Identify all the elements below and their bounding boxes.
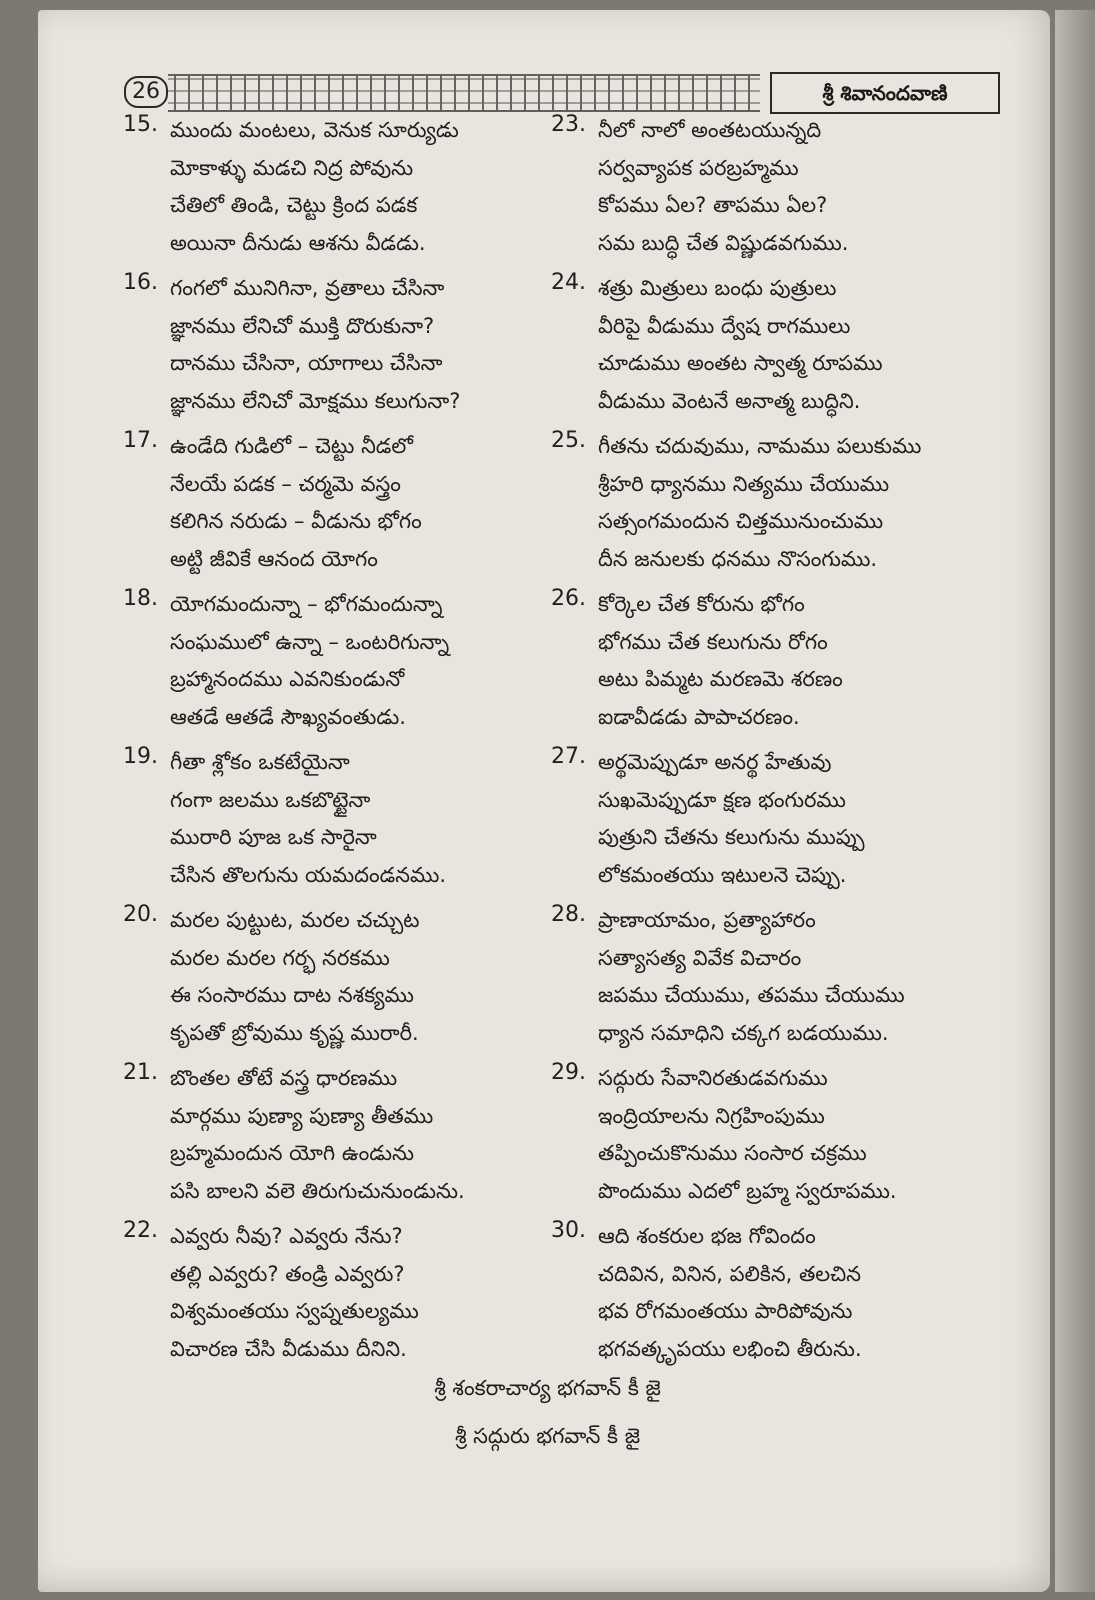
verse-number: 16. [123,270,158,295]
verse-number: 15. [123,112,158,137]
verse-line: కోపము ఏల? తాపము ఏల? [598,193,828,217]
right-column [528,112,988,1376]
verse [528,1218,988,1368]
left-column [100,112,560,1376]
verse-number: 27. [551,744,586,769]
verse-number: 28. [551,902,586,927]
verse-line: కృపతో బ్రోవుము కృష్ణ మురారీ. [170,1020,419,1045]
verse-line: తల్లి ఎవ్వరు? తండ్రి ఎవ్వరు? [170,1261,405,1286]
verse-line: సర్వవ్యాపక పరబ్రహ్మము [598,155,799,180]
verse-line: గీతను చదువుము, నామము పలుకుము [598,434,922,458]
verse-line: లోకమంతయు ఇటులనె చెప్పు. [598,862,847,887]
verse-line: ఉండేది గుడిలో – చెట్టు నీడలో [170,434,413,458]
verse-line: ఇంద్రియాలను నిగ్రహింపుము [598,1103,825,1128]
verse-line: జపము చేయుము, తపము చేయుము [598,983,905,1007]
verse [528,902,988,1052]
verse-number: 18. [123,586,158,611]
verse-line: సమ బుద్ధి చేత విష్ణుడవగుము. [598,230,849,255]
header-title: శ్రీ శివానందవాణి [770,72,1000,114]
page-header [82,62,970,114]
verse-line: బొంతల తోటే వస్త్ర ధారణము [170,1066,398,1090]
verse [100,112,560,262]
verse-line: కోర్కెల చేత కోరును భోగం [598,592,805,616]
verse-line: అర్థమెప్పుడూ అనర్థ హేతువు [598,750,832,774]
verse-line: అట్టి జీవికే ఆనంద యోగం [170,546,378,571]
verse-line: వీడుము వెంటనే అనాత్మ బుద్ధిని. [598,388,861,413]
verse-line: దానము చేసినా, యాగాలు చేసినా [170,351,443,375]
verse-line: సుఖమెప్పుడూ క్షణ భంగురము [598,787,846,812]
verse-line: ఎవ్వరు నీవు? ఎవ్వరు నేను? [170,1224,403,1248]
verse [528,586,988,736]
verse [100,902,560,1052]
verse-line: ఆది శంకరుల భజ గోవిందం [598,1224,816,1248]
verse [100,270,560,420]
verse-line: ధ్యాన సమాధిని చక్కగ బడయుము. [598,1020,889,1045]
verse-line: చదివిన, వినిన, పలికిన, తలచిన [598,1261,862,1286]
verse-number: 19. [123,744,158,769]
verse-line: కలిగిన నరుడు – వీడును భోగం [170,509,422,533]
verse [528,428,988,578]
verse-line: మోకాళ్ళు మడచి నిద్ర పోవును [170,155,414,180]
verse-line: జ్ఞానము లేనిచో మోక్షము కలుగునా? [170,388,461,413]
verse-line: భగవత్కృపయు లభించి తీరును. [598,1336,862,1361]
verse-number: 24. [551,270,586,295]
verse-line: గంగలో మునిగినా, వ్రతాలు చేసినా [170,276,445,300]
verse-line: యోగమందున్నా – భోగమందున్నా [170,592,443,616]
next-page-edge [1055,10,1095,1592]
verse-line: సత్యాసత్య వివేక విచారం [598,945,802,970]
verse-line: శత్రు మిత్రులు బంధు పుత్రులు [598,276,837,300]
verse-line: ప్రాణాయామం, ప్రత్యాహారం [598,908,816,932]
verse-number: 25. [551,428,586,453]
verse-line: జ్ఞానము లేనిచో ముక్తి దొరుకునా? [170,313,435,338]
verse-line: చేతిలో తిండి, చెట్టు క్రింద పడక [170,193,418,217]
verse-line: చూడుము అంతట స్వాత్మ రూపము [598,351,883,375]
verse-line: తప్పించుకొనుము సంసార చక్రము [598,1141,867,1165]
verse-line: సత్సంగమందున చిత్తమునుంచుము [598,509,884,533]
verse-line: బ్రహ్మమందున యోగి ఉండును [170,1141,415,1165]
verse-line: గీతా శ్లోకం ఒకటేయైనా [170,750,350,774]
verse-line: నేలయే పడక – చర్మమె వస్త్రం [170,471,401,496]
verse-number: 26. [551,586,586,611]
verse-line: శ్రీహరి ధ్యానము నిత్యము చేయుము [598,471,890,496]
verse-line: అటు పిమ్మట మరణమె శరణం [598,667,843,691]
verse-line: ఆతడే ఆతడే సౌఖ్యవంతుడు. [170,704,406,729]
verse-line: గంగా జలము ఒకబొట్టైనా [170,787,371,812]
verse-line: విశ్వమంతయు స్వప్నతుల్యము [170,1299,419,1323]
verse-line: పొందుము ఎదలో బ్రహ్మ స్వరూపము. [598,1178,897,1203]
verse-line: అయినా దీనుడు ఆశను వీడడు. [170,230,426,255]
verse [100,428,560,578]
verse-line: మార్గము పుణ్యా పుణ్యా తీతము [170,1103,434,1128]
page-number: 26 [124,76,168,108]
verse-number: 17. [123,428,158,453]
verse-line: మరల మరల గర్భ నరకము [170,945,390,970]
verse [528,744,988,894]
verse-line: భవ రోగమంతయు పారిపోవును [598,1299,853,1323]
verse-line: చేసిన తొలగును యమదండనము. [170,862,447,887]
verse-line: మురారి పూజ ఒక సారైనా [170,825,377,849]
verse-number: 22. [123,1218,158,1243]
footer-line-2: శ్రీ సద్గురు భగవాన్ కీ జై [454,1424,641,1448]
verse-line: దీన జనులకు ధనము నొసంగుము. [598,546,878,571]
verse-line: సద్గురు సేవానిరతుడవగుము [598,1066,828,1090]
footer-line-1: శ్రీ శంకరాచార్య భగవాన్ కీ జై [434,1376,661,1400]
verse [100,744,560,894]
verse-line: సంఘములో ఉన్నా – ఒంటరిగున్నా [170,629,450,654]
verse-line: ఈ సంసారము దాట నశక్యము [170,983,414,1007]
verse-number: 20. [123,902,158,927]
verse-line: ఐడావీడడు పాపాచరణం. [598,704,800,729]
verse [100,1218,560,1368]
verse-number: 30. [551,1218,586,1243]
verse-line: భోగము చేత కలుగును రోగం [598,629,828,654]
verse [528,1060,988,1210]
verse-line: వీరిపై వీడుము ద్వేష రాగములు [598,313,851,338]
verse-line: నీలో నాలో అంతటయున్నది [598,118,822,142]
verse-line: బ్రహ్మానందము ఎవనికుండునో [170,667,405,691]
verse [100,586,560,736]
verse-line: ముందు మంటలు, వెనుక సూర్యుడు [170,118,459,142]
verse [528,112,988,262]
verse-line: పసి బాలని వలె తిరుగుచునుండును. [170,1178,465,1203]
verse-number: 23. [551,112,586,137]
verse-line: విచారణ చేసి వీడుము దీనిని. [170,1336,407,1361]
verse [100,1060,560,1210]
decorative-border [168,74,760,112]
verse-number: 21. [123,1060,158,1085]
verse [528,270,988,420]
verse-number: 29. [551,1060,586,1085]
verse-line: మరల పుట్టుట, మరల చచ్చుట [170,908,420,932]
verse-line: పుత్రుని చేతను కలుగును ముప్పు [598,825,865,849]
